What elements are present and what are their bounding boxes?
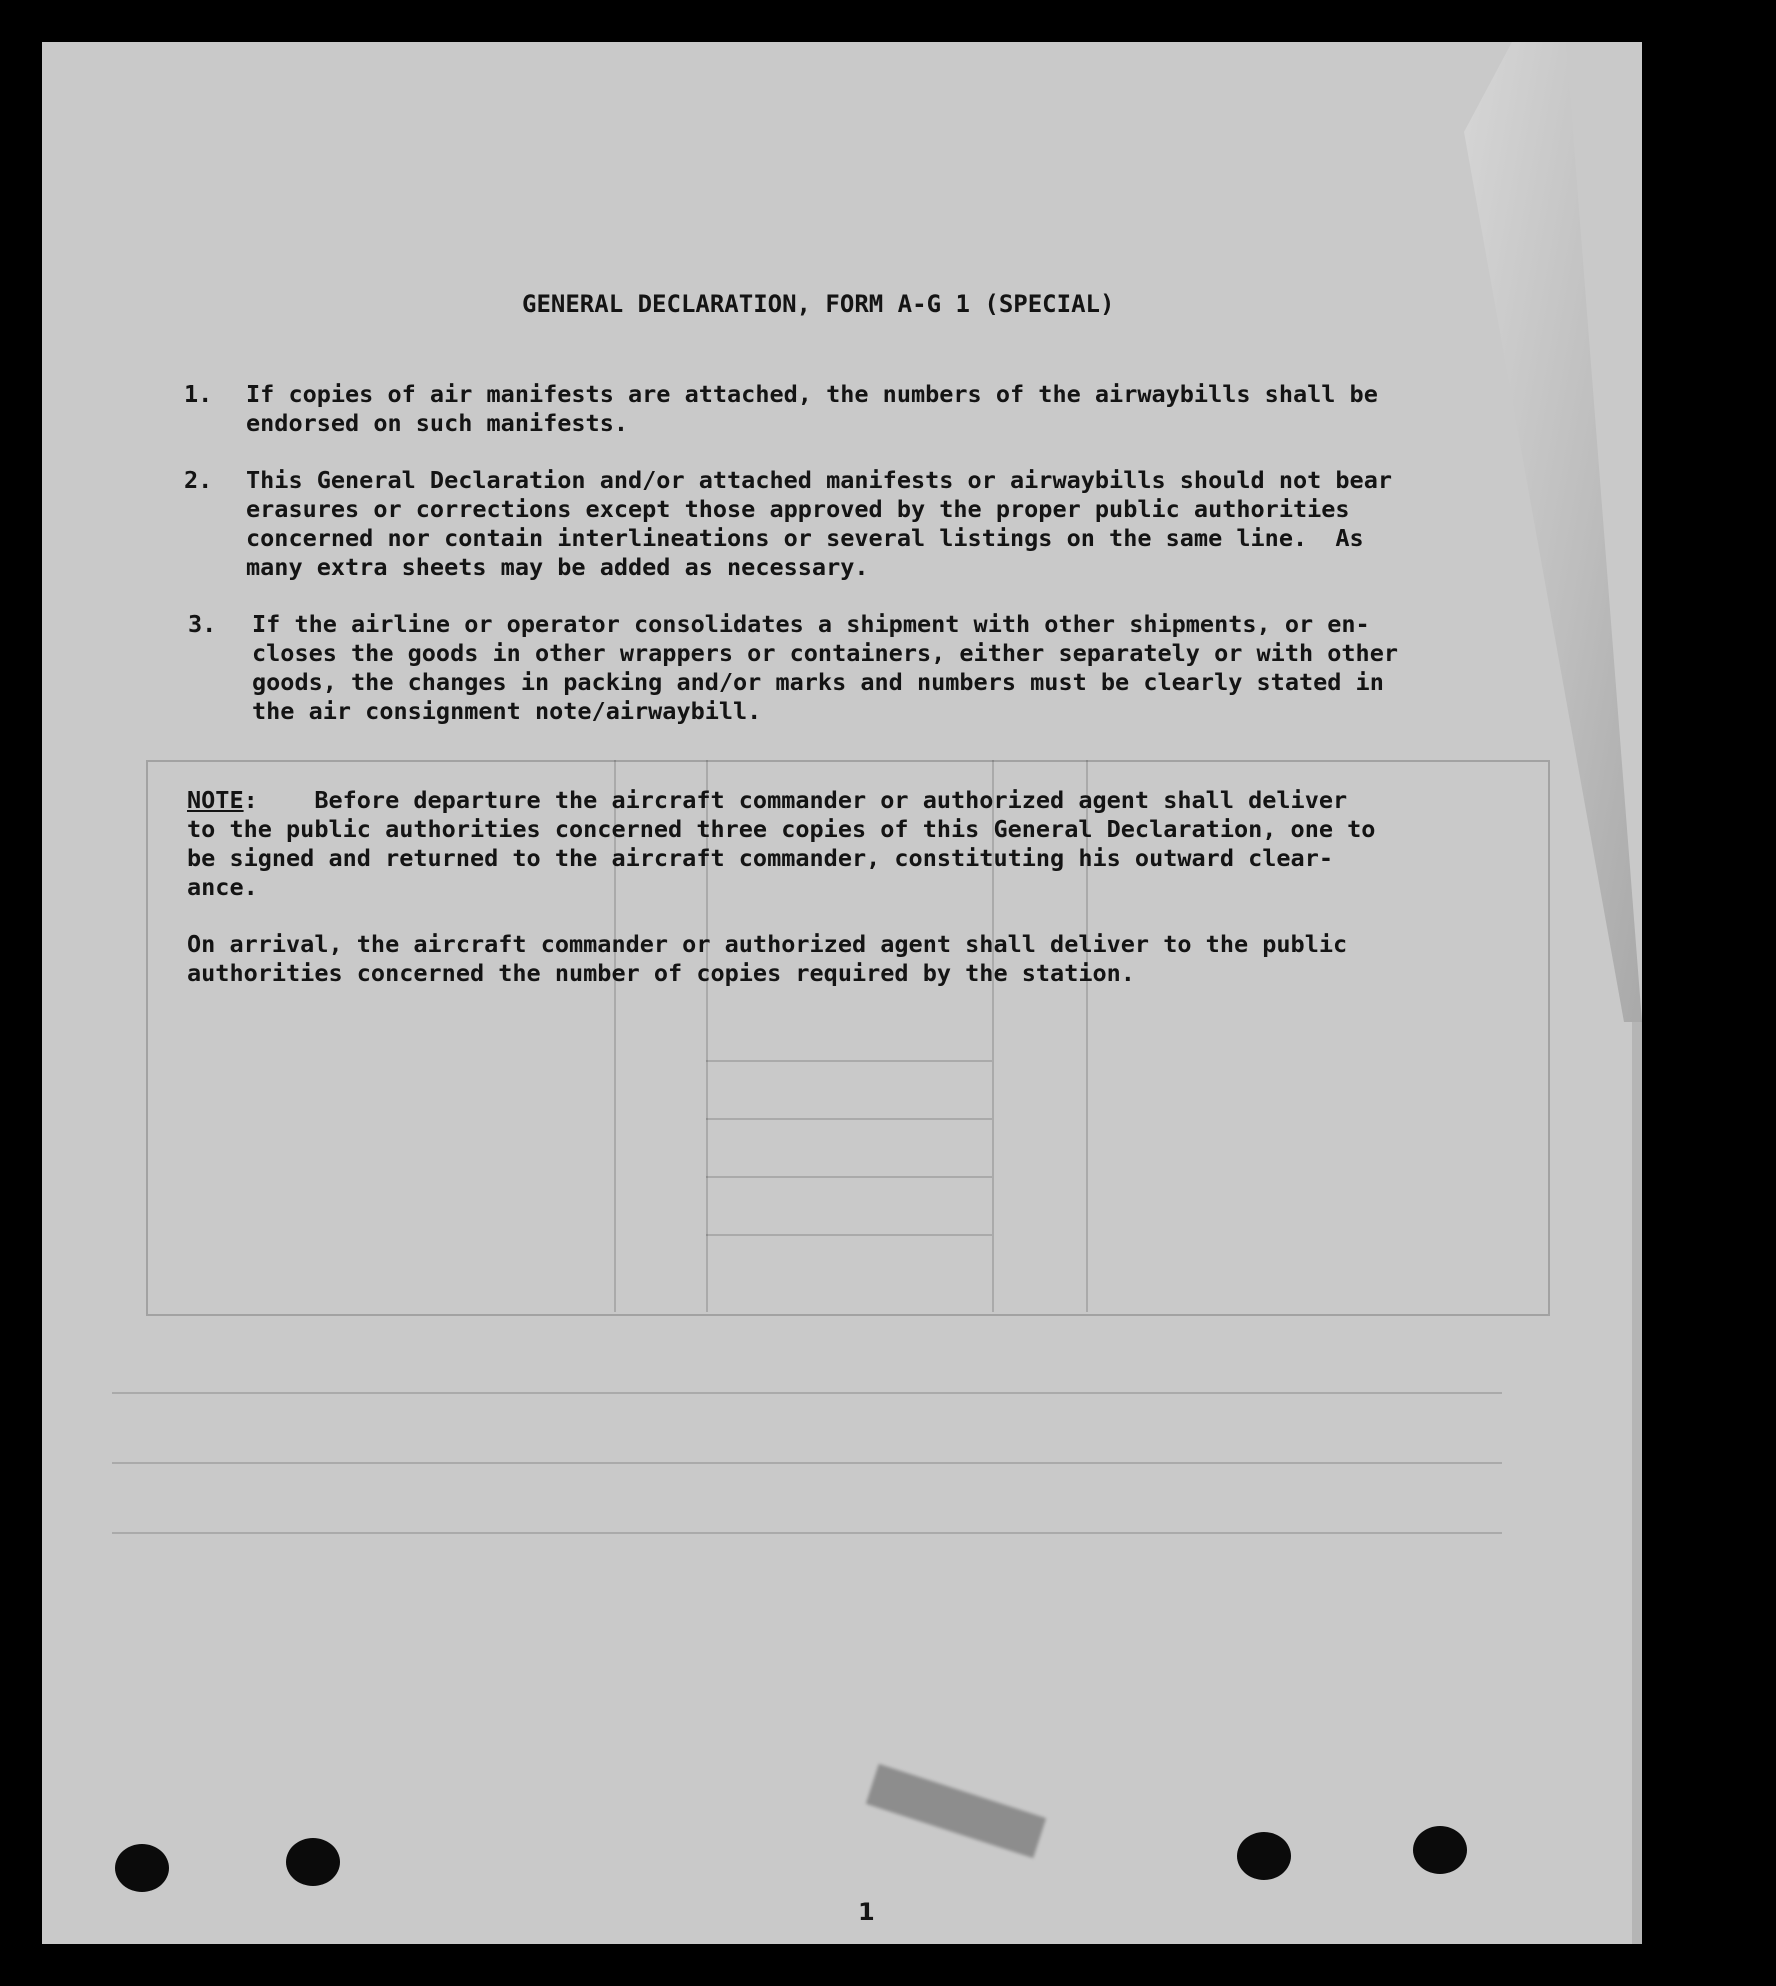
show-through-line (112, 1462, 1502, 1464)
show-through-line (706, 1118, 992, 1120)
document-sheet (42, 42, 1642, 1944)
item-number: 1. (184, 380, 213, 408)
punch-hole (286, 1838, 340, 1886)
arrival-line-2: authorities concerned the number of copies required by the station. (187, 959, 1135, 987)
item-number: 2. (184, 466, 213, 494)
note-line-2: to the public authorities concerned three copies of this General Declaration, one to (187, 815, 1376, 843)
item-3-line-2: closes the goods in other wrappers or containers, either separately or with other (252, 639, 1399, 667)
note-label: NOTE (187, 786, 244, 814)
stamp-mark (866, 1764, 1046, 1858)
punch-hole (1237, 1832, 1291, 1880)
page-edge (1632, 1022, 1642, 1944)
show-through-line (112, 1392, 1502, 1394)
item-3-line-3: goods, the changes in packing and/or marks and numbers must be clearly stated in (252, 668, 1384, 696)
note-line-1 (187, 786, 1347, 815)
item-2-line-2: erasures or corrections except those approved by the proper public authorities (246, 495, 1350, 523)
item-2-line-4: many extra sheets may be added as necessary. (246, 553, 869, 581)
punch-hole (115, 1844, 169, 1892)
item-2-line-1: This General Declaration and/or attached manifests or airwaybills should not bear (246, 466, 1393, 494)
note-line-3: be signed and returned to the aircraft commander, constituting his outward clear- (187, 844, 1334, 872)
item-number: 3. (188, 610, 217, 638)
item-2-line-3: concerned nor contain interlineations or several listings on the same line. As (246, 524, 1364, 552)
item-1-line-1: If copies of air manifests are attached, the numbers of the airwaybills shall be (246, 380, 1378, 408)
note-line-1-text: : Before departure the aircraft commander or authorized agent shall deliver (243, 786, 1348, 814)
punch-hole (1413, 1826, 1467, 1874)
document-title: GENERAL DECLARATION, FORM A-G 1 (SPECIAL) (522, 290, 1115, 318)
show-through-line (706, 1176, 992, 1178)
show-through-line (112, 1532, 1502, 1534)
item-3-line-4: the air consignment note/airwaybill. (252, 697, 762, 725)
item-1-line-2: endorsed on such manifests. (246, 409, 629, 437)
arrival-line-1: On arrival, the aircraft commander or authorized agent shall deliver to the public (187, 930, 1348, 958)
show-through-line (706, 1060, 992, 1062)
note-line-4: ance. (187, 873, 258, 901)
show-through-line (706, 1234, 992, 1236)
item-3-line-1: If the airline or operator consolidates a shipment with other shipments, or en- (252, 610, 1370, 638)
page-mark: 1 (858, 1898, 875, 1926)
